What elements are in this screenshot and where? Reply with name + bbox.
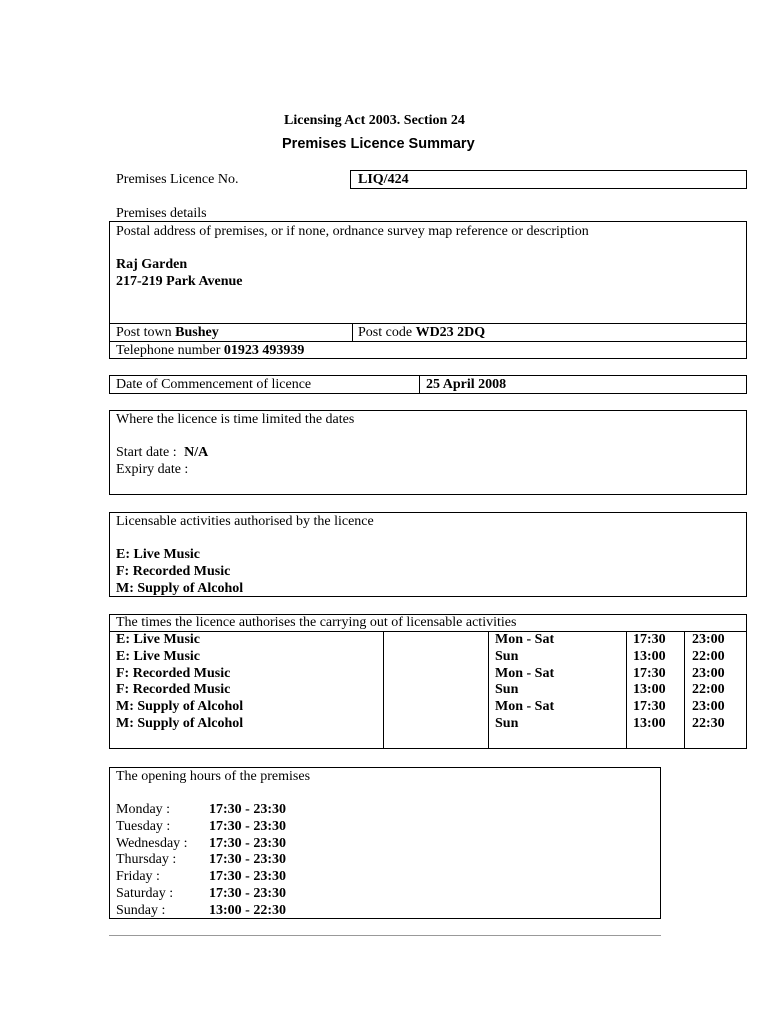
times-start-cell: 13:00 xyxy=(633,682,666,697)
time-limited-label: Where the licence is time limited the dates xyxy=(116,412,355,427)
opening-hours-box xyxy=(109,767,661,919)
times-end-cell: 22:30 xyxy=(692,716,725,731)
expiry-date xyxy=(116,461,188,478)
times-activity-cell: M: Supply of Alcohol xyxy=(116,699,244,714)
act-heading: Licensing Act 2003. Section 24 xyxy=(284,113,465,128)
times-end-cell: 23:00 xyxy=(692,699,725,714)
times-activity-cell: E: Live Music xyxy=(116,632,200,647)
times-days-cell: Mon - Sat xyxy=(495,632,555,647)
commencement-value: 25 April 2008 xyxy=(426,377,507,392)
times-end-cell: 23:00 xyxy=(692,632,725,647)
licence-no-label: Premises Licence No. xyxy=(116,172,239,187)
times-end-cell: 22:00 xyxy=(692,649,725,664)
activity-item: F: Recorded Music xyxy=(116,564,231,579)
commencement-label: Date of Commencement of licence xyxy=(116,377,312,392)
activities-label: Licensable activities authorised by the licence xyxy=(116,514,374,529)
post-town xyxy=(116,324,219,341)
times-col-divider xyxy=(488,631,489,749)
times-label: The times the licence authorises the carrying out of licensable activities xyxy=(116,615,517,630)
commencement-divider xyxy=(419,375,420,394)
bottom-rule xyxy=(109,935,661,936)
times-col-divider xyxy=(383,631,384,749)
opening-hours-value: 13:00 - 22:30 xyxy=(209,903,286,918)
opening-day: Wednesday : xyxy=(116,836,188,851)
post-code-value: WD23 2DQ xyxy=(415,325,486,340)
post-code-label: Post code xyxy=(358,325,413,340)
premises-section-label: Premises details xyxy=(116,206,207,221)
post-town-value: Bushey xyxy=(175,325,219,340)
opening-hours-value: 17:30 - 23:30 xyxy=(209,819,286,834)
opening-day: Saturday : xyxy=(116,886,174,901)
opening-hours-value: 17:30 - 23:30 xyxy=(209,802,286,817)
times-activity-cell: F: Recorded Music xyxy=(116,666,231,681)
start-date-value: N/A xyxy=(184,445,209,460)
address-label: Postal address of premises, or if none, ordnance survey map reference or description xyxy=(116,224,589,239)
opening-day: Sunday : xyxy=(116,903,166,918)
opening-day: Tuesday : xyxy=(116,819,171,834)
times-days-cell: Mon - Sat xyxy=(495,666,555,681)
opening-hours-value: 17:30 - 23:30 xyxy=(209,886,286,901)
times-end-cell: 23:00 xyxy=(692,666,725,681)
activity-item: M: Supply of Alcohol xyxy=(116,581,244,596)
times-activity-cell: F: Recorded Music xyxy=(116,682,231,697)
start-date xyxy=(116,444,208,461)
times-start-cell: 13:00 xyxy=(633,649,666,664)
opening-day: Thursday : xyxy=(116,852,177,867)
post-code xyxy=(358,324,485,341)
telephone-label: Telephone number xyxy=(116,343,221,358)
times-end-cell: 22:00 xyxy=(692,682,725,697)
times-col-divider xyxy=(684,631,685,749)
times-activity-cell: E: Live Music xyxy=(116,649,200,664)
opening-hours-value: 17:30 - 23:30 xyxy=(209,869,286,884)
premises-divider-v xyxy=(352,323,353,341)
times-start-cell: 17:30 xyxy=(633,632,666,647)
licence-no-value: LIQ/424 xyxy=(358,172,409,187)
opening-day: Monday : xyxy=(116,802,171,817)
times-col-divider xyxy=(626,631,627,749)
premises-street: 217-219 Park Avenue xyxy=(116,274,243,289)
premises-name: Raj Garden xyxy=(116,257,188,272)
times-days-cell: Mon - Sat xyxy=(495,699,555,714)
licence-no-box xyxy=(350,170,747,189)
times-days-cell: Sun xyxy=(495,716,519,731)
telephone xyxy=(116,342,304,359)
activity-item: E: Live Music xyxy=(116,547,200,562)
telephone-value: 01923 493939 xyxy=(223,343,305,358)
opening-hours-value: 17:30 - 23:30 xyxy=(209,852,286,867)
opening-day: Friday : xyxy=(116,869,160,884)
opening-hours-label: The opening hours of the premises xyxy=(116,769,311,784)
times-start-cell: 13:00 xyxy=(633,716,666,731)
page-title: Premises Licence Summary xyxy=(282,136,475,152)
post-town-label: Post town xyxy=(116,325,172,340)
opening-hours-value: 17:30 - 23:30 xyxy=(209,836,286,851)
times-days-cell: Sun xyxy=(495,682,519,697)
times-start-cell: 17:30 xyxy=(633,699,666,714)
times-start-cell: 17:30 xyxy=(633,666,666,681)
times-days-cell: Sun xyxy=(495,649,519,664)
times-activity-cell: M: Supply of Alcohol xyxy=(116,716,244,731)
start-date-label: Start date : xyxy=(116,445,177,460)
expiry-date-label: Expiry date : xyxy=(116,462,189,477)
